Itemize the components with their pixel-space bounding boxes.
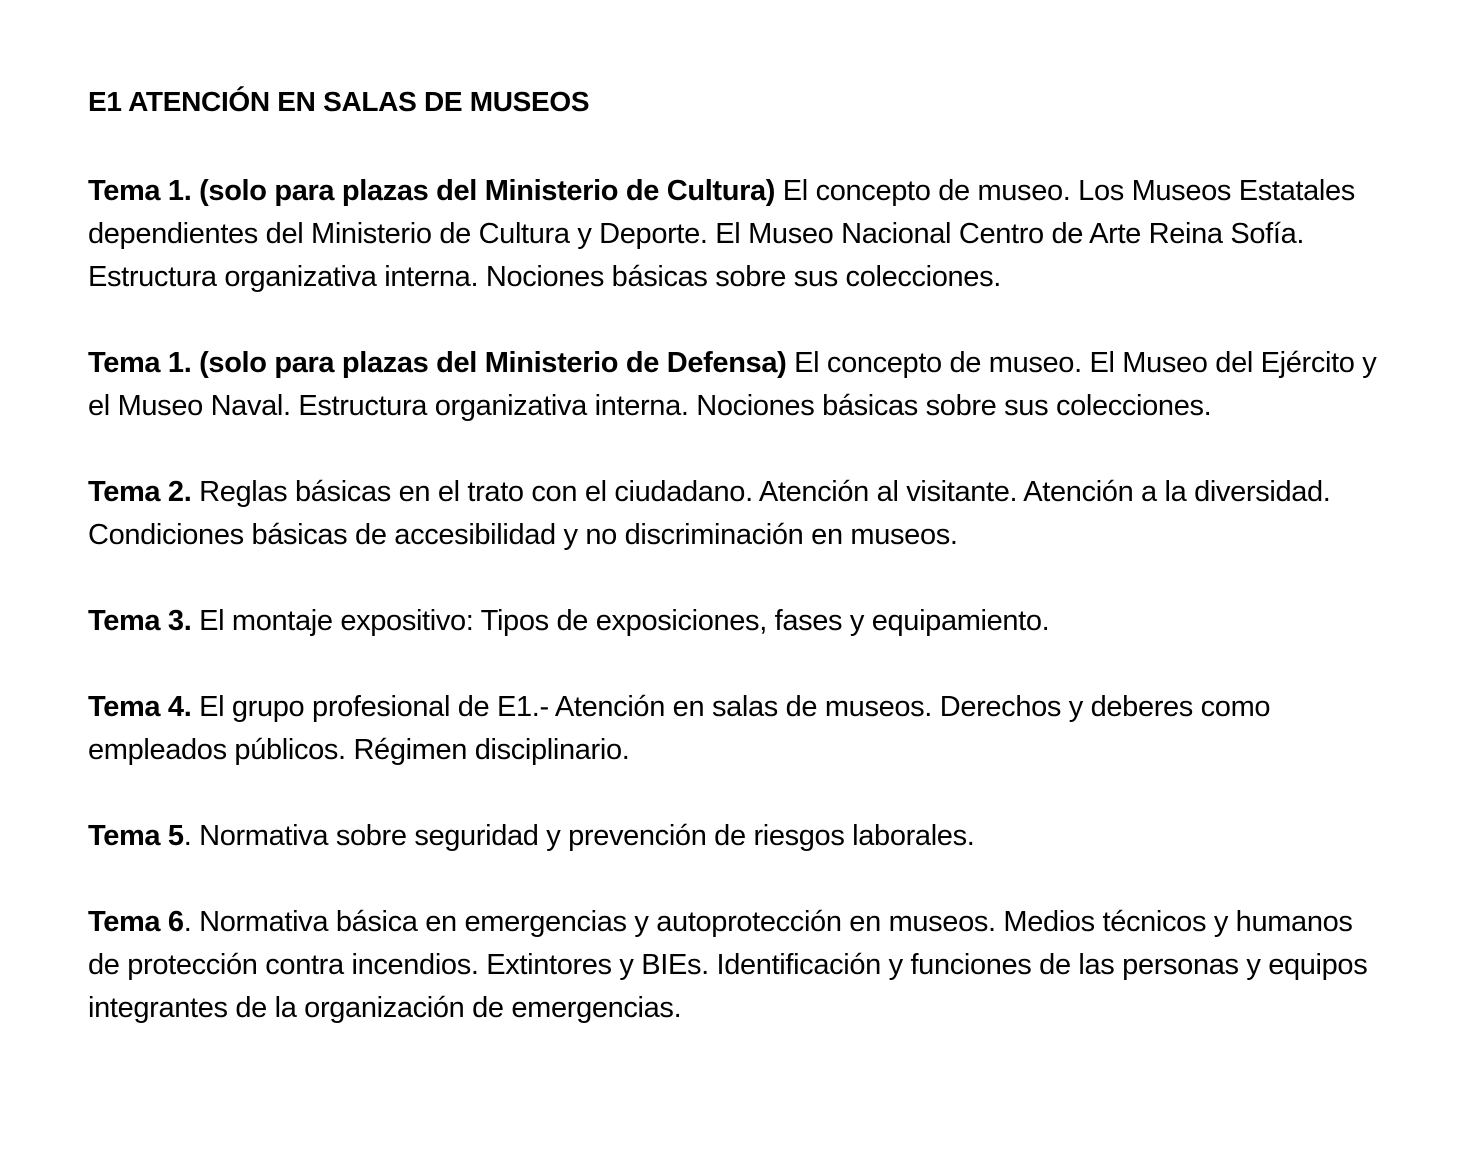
document-title: E1 ATENCIÓN EN SALAS DE MUSEOS (88, 86, 590, 117)
tema-6 (88, 901, 1388, 1030)
tema-text: El concepto de museo. El Museo del Ejército y el Museo Naval. Estructura organizativa interna. Nociones básicas sobre sus colecciones. (88, 347, 1377, 422)
tema-text: . Normativa básica en emergencias y autoprotección en museos. Medios técnicos y humanos de protección contra incendios. Extintores y BIEs. Identificación y funciones de las personas y equipos integrantes de la organización de emergencias. (88, 906, 1368, 1024)
tema-label: Tema 1. (solo para plazas del Ministerio de Cultura) (88, 175, 776, 207)
tema-text: . Normativa sobre seguridad y prevención de riesgos laborales. (183, 820, 975, 852)
tema-1-defensa (88, 342, 1388, 428)
tema-1-cultura (88, 170, 1388, 299)
tema-text: El montaje expositivo: Tipos de exposiciones, fases y equipamiento. (191, 605, 1050, 637)
tema-5 (88, 815, 1388, 858)
tema-label: Tema 5 (88, 820, 184, 852)
tema-label: Tema 4. (88, 691, 192, 723)
tema-label: Tema 1. (solo para plazas del Ministerio de Defensa) (88, 347, 787, 379)
tema-label: Tema 2. (88, 476, 192, 508)
tema-3 (88, 600, 1388, 643)
tema-text: El grupo profesional de E1.- Atención en salas de museos. Derechos y deberes como empleados públicos. Régimen disciplinario. (88, 691, 1271, 766)
tema-2 (88, 471, 1388, 557)
tema-text: Reglas básicas en el trato con el ciudadano. Atención al visitante. Atención a la diversidad. Condiciones básicas de accesibilidad y no discriminación en museos. (88, 476, 1331, 551)
tema-label: Tema 3. (88, 605, 192, 637)
tema-text: El concepto de museo. Los Museos Estatales dependientes del Ministerio de Cultura y Deporte. El Museo Nacional Centro de Arte Reina Sofía. Estructura organizativa interna. Nociones básicas sobre sus colecciones. (88, 175, 1355, 293)
document-page (88, 84, 1388, 1073)
tema-4 (88, 686, 1388, 772)
tema-label: Tema 6 (88, 906, 184, 938)
